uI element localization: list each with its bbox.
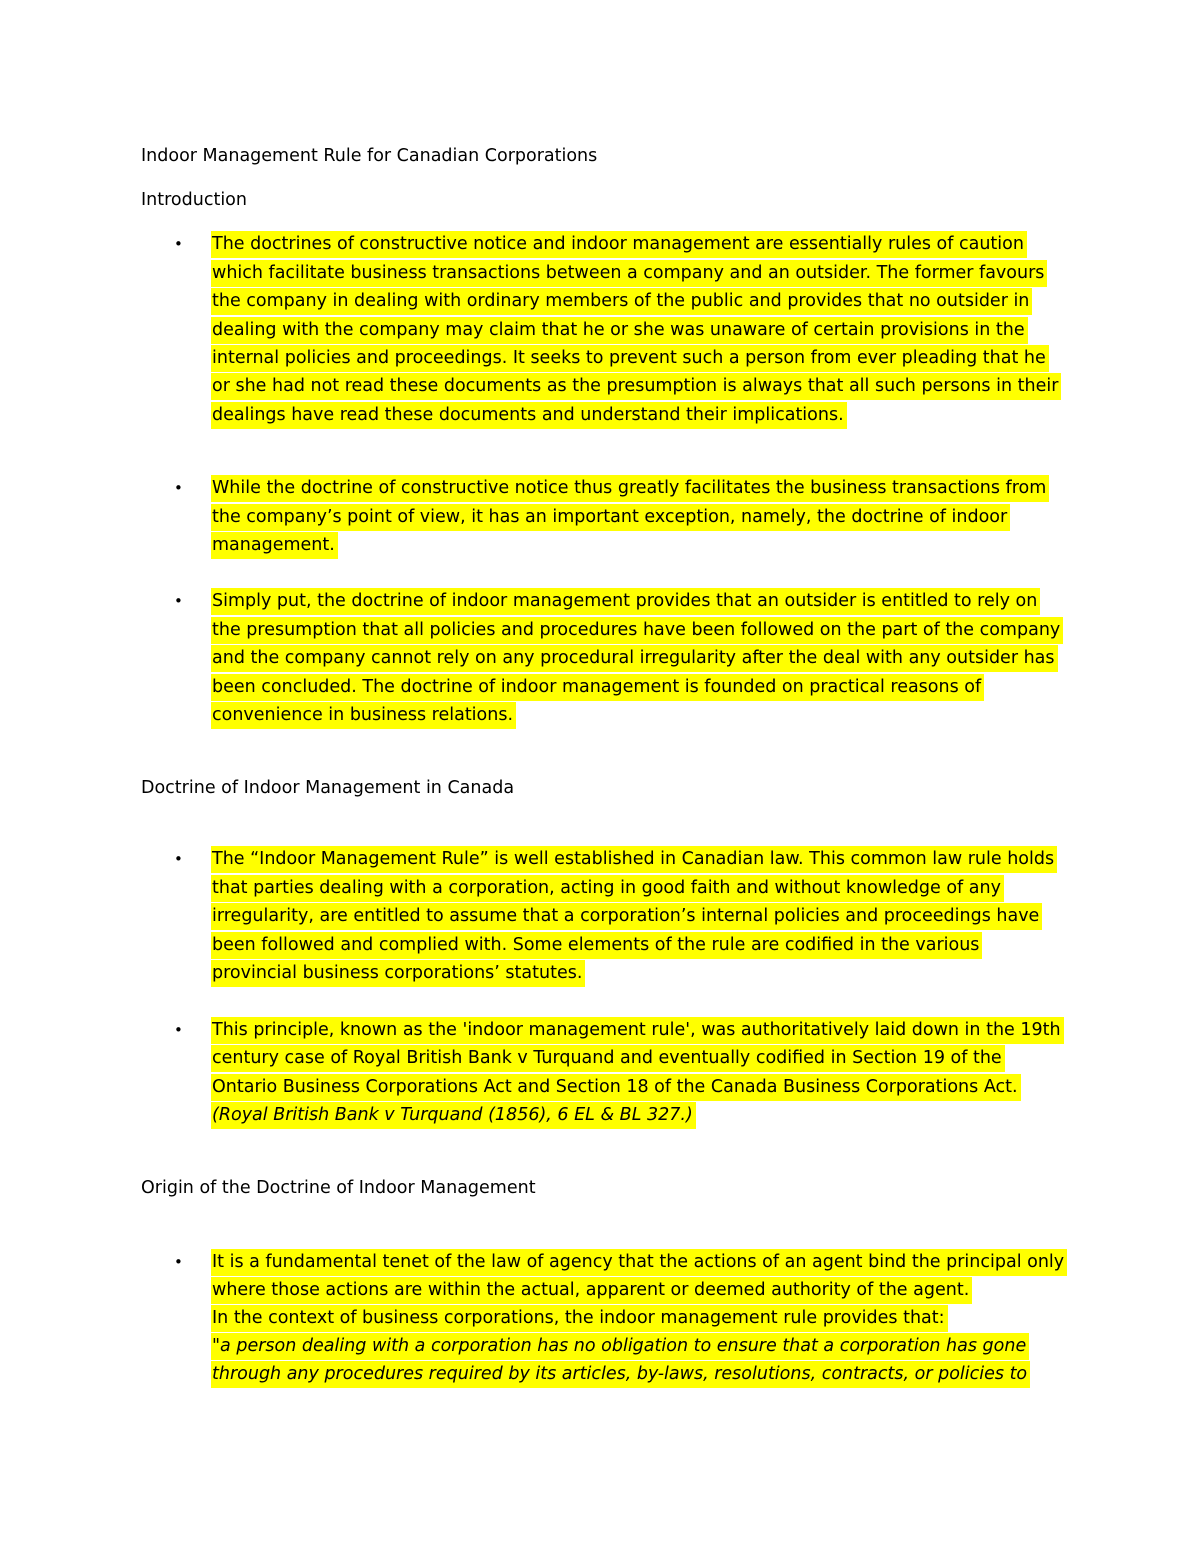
paragraph-line: This principle, known as the 'indoor management rule', was authoritatively laid down in the 19th — [211, 1019, 1064, 1041]
paragraph-line: dealing with the company may claim that he or she was unaware of certain provisions in the — [211, 319, 1028, 341]
section-heading-canada: Doctrine of Indoor Management in Canada — [141, 778, 515, 798]
paragraph-line: Ontario Business Corporations Act and Section 18 of the Canada Business Corporations Act. — [211, 1076, 1021, 1098]
paragraph-line: and the company cannot rely on any procedural irregularity after the deal with any outsider has — [211, 647, 1058, 669]
bullet-marker: • — [174, 1021, 183, 1039]
citation-line: (Royal British Bank v Turquand (1856), 6 EL & BL 327.) — [211, 1104, 696, 1126]
quote-line: through any procedures required by its articles, by-laws, resolutions, contracts, or policies to — [211, 1363, 1030, 1385]
paragraph-line: management. — [211, 534, 338, 556]
paragraph-line: century case of Royal British Bank v Turquand and eventually codified in Section 19 of the — [211, 1047, 1005, 1069]
paragraph-line: the company’s point of view, it has an important exception, namely, the doctrine of indoor — [211, 506, 1010, 528]
paragraph-line: the company in dealing with ordinary members of the public and provides that no outsider in — [211, 290, 1032, 312]
paragraph-line: been followed and complied with. Some elements of the rule are codified in the various — [211, 934, 982, 956]
paragraph-line: The doctrines of constructive notice and indoor management are essentially rules of caution — [211, 233, 1027, 255]
paragraph-line: dealings have read these documents and understand their implications. — [211, 404, 847, 426]
paragraph-line: While the doctrine of constructive notice thus greatly facilitates the business transactions from — [211, 477, 1049, 499]
document-title: Indoor Management Rule for Canadian Corporations — [141, 146, 598, 166]
paragraph-line: internal policies and proceedings. It seeks to prevent such a person from ever pleading that he — [211, 347, 1049, 369]
paragraph-line: Simply put, the doctrine of indoor management provides that an outsider is entitled to rely on — [211, 590, 1040, 612]
section-heading-introduction: Introduction — [141, 190, 247, 210]
paragraph-line: irregularity, are entitled to assume that a corporation’s internal policies and proceedings have — [211, 905, 1042, 927]
paragraph-line: The “Indoor Management Rule” is well established in Canadian law. This common law rule holds — [211, 848, 1057, 870]
paragraph-line: where those actions are within the actual, apparent or deemed authority of the agent. — [211, 1279, 972, 1301]
bullet-marker: • — [174, 850, 183, 868]
paragraph-line: or she had not read these documents as the presumption is always that all such persons in their — [211, 375, 1061, 397]
section-heading-origin: Origin of the Doctrine of Indoor Management — [141, 1178, 536, 1198]
paragraph-line: which facilitate business transactions between a company and an outsider. The former favours — [211, 262, 1047, 284]
bullet-marker: • — [174, 1253, 183, 1271]
bullet-marker: • — [174, 235, 183, 253]
paragraph-line: It is a fundamental tenet of the law of agency that the actions of an agent bind the principal only — [211, 1251, 1067, 1273]
quote-line: "a person dealing with a corporation has no obligation to ensure that a corporation has gone — [211, 1335, 1029, 1357]
paragraph-line: been concluded. The doctrine of indoor management is founded on practical reasons of — [211, 676, 984, 698]
paragraph-line: In the context of business corporations, the indoor management rule provides that: — [211, 1307, 948, 1329]
bullet-marker: • — [174, 479, 183, 497]
paragraph-line: convenience in business relations. — [211, 704, 516, 726]
bullet-marker: • — [174, 592, 183, 610]
paragraph-line: provincial business corporations’ statutes. — [211, 962, 585, 984]
paragraph-line: that parties dealing with a corporation, acting in good faith and without knowledge of any — [211, 877, 1004, 899]
paragraph-line: the presumption that all policies and procedures have been followed on the part of the company — [211, 619, 1063, 641]
